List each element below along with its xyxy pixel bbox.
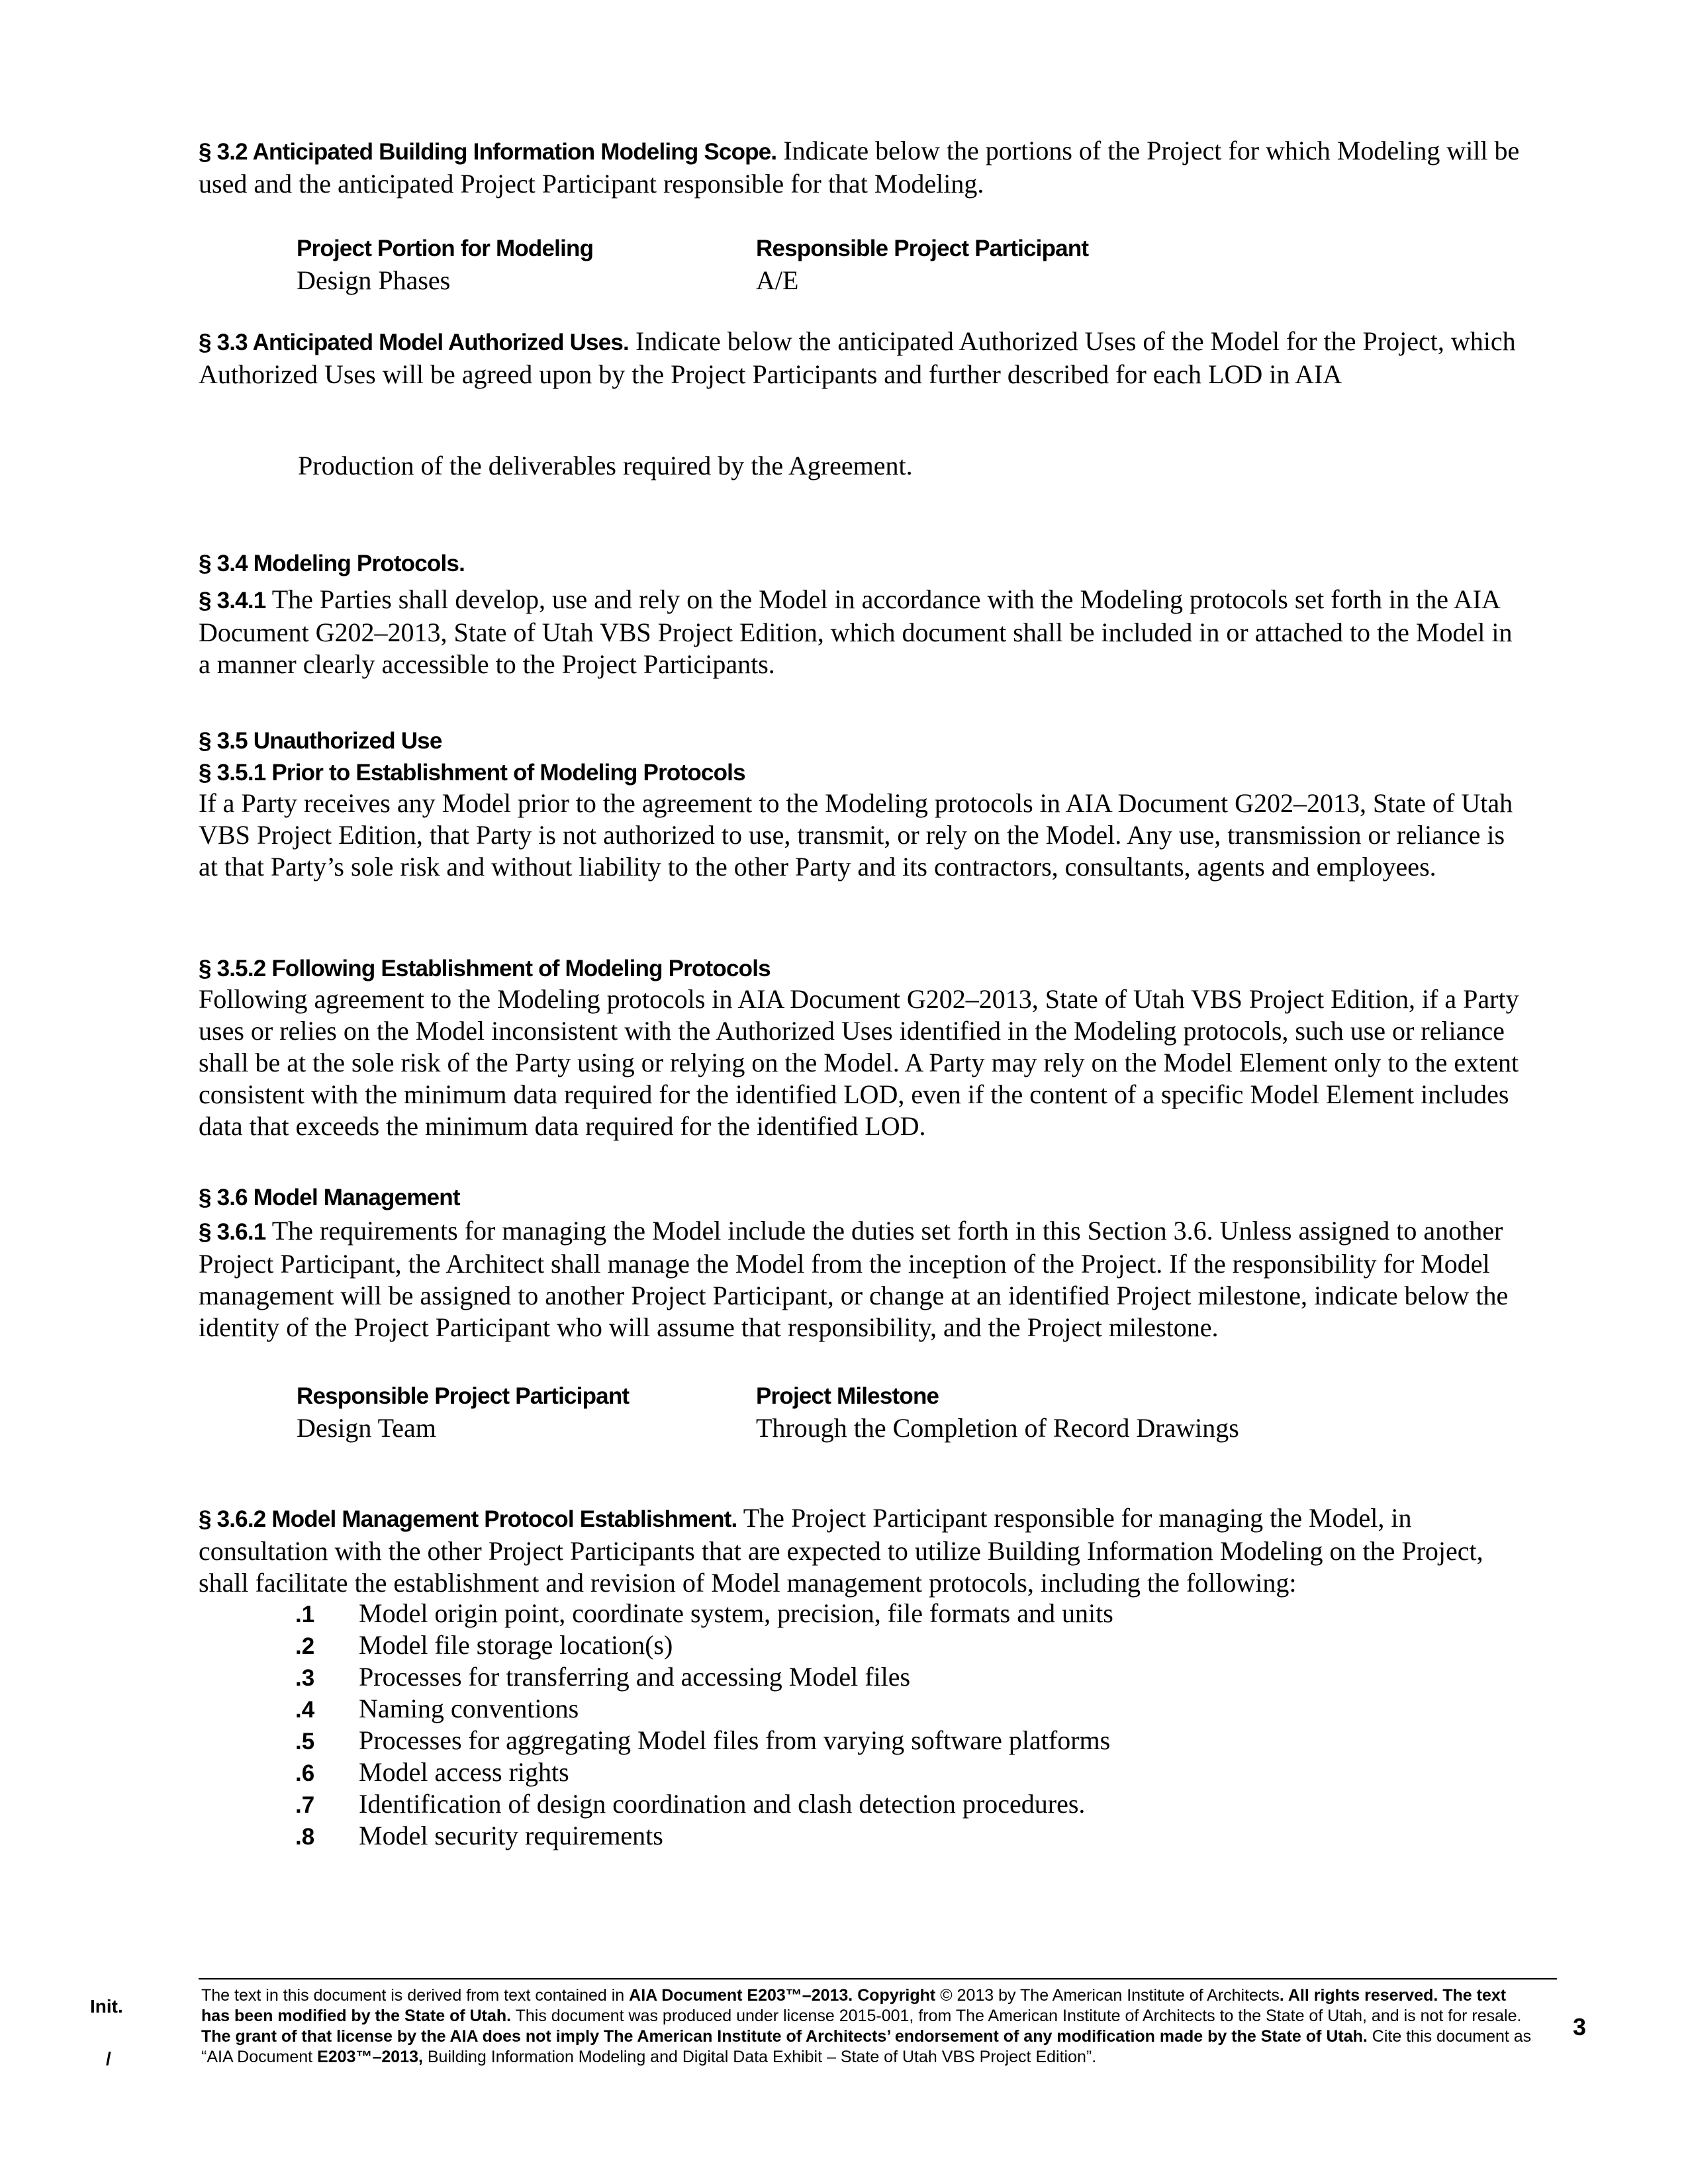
footer-divider bbox=[199, 1978, 1557, 1979]
column-header-milestone: Project Milestone bbox=[756, 1383, 939, 1409]
section-3-2 bbox=[199, 135, 1526, 200]
section-3-6-2-heading: § 3.6.2 Model Management Protocol Establishment. bbox=[199, 1506, 737, 1532]
section-3-6-1-label: § 3.6.1 bbox=[199, 1219, 266, 1245]
section-3-6-1 bbox=[199, 1215, 1526, 1343]
section-3-3-text: Indicate below the anticipated Authorized Uses of the Model for the Project, which Authorized Uses will be agreed upon by the Project Participants and further described for each LOD in AIA bbox=[199, 326, 1516, 389]
list-item bbox=[295, 1756, 1487, 1788]
list-item-text: Processes for aggregating Model files from varying software platforms bbox=[359, 1725, 1111, 1755]
section-3-5-1-heading: § 3.5.1 Prior to Establishment of Modeling Protocols bbox=[199, 760, 745, 786]
list-item-text: Model security requirements bbox=[359, 1821, 663, 1850]
section-3-6-1-text: The requirements for managing the Model include the duties set forth in this Section 3.6. Unless assigned to another Project Participant, the Architect shall manage the Model from the inception of the Project. If the responsibility for Model management will be assigned to another Project Participant, or change at an identified Project milestone, indicate below the identity of the Project Participant who will assume that responsibility, and the Project milestone. bbox=[199, 1216, 1509, 1342]
list-item-number: .3 bbox=[295, 1665, 315, 1691]
table-row bbox=[297, 1412, 1521, 1444]
section-3-5-1-text: If a Party receives any Model prior to the agreement to the Modeling protocols in AIA Document G202–2013, State of Utah VBS Project Edition, that Party is not authorized to use, transmit, or rely on the Model. Any use, transmission or reliance is at that Party’s sole risk and without liability to the other Party and its contractors, consultants, agents and employees. bbox=[199, 788, 1513, 882]
list-item-number: .4 bbox=[295, 1697, 315, 1723]
list-item bbox=[295, 1629, 1487, 1661]
section-3-4-1-text: The Parties shall develop, use and rely on the Model in accordance with the Modeling protocols set forth in the AIA Document G202–2013, State of Utah VBS Project Edition, which document shall be included in or attached to the Model in a manner clearly accessible to the Project Participants. bbox=[199, 584, 1513, 679]
list-item-number: .5 bbox=[295, 1729, 315, 1754]
list-item bbox=[295, 1693, 1487, 1725]
list-item-text: Identification of design coordination and clash detection procedures. bbox=[359, 1789, 1086, 1819]
modeling-scope-table bbox=[297, 233, 1521, 296]
footer-text-2: © 2013 by The American Institute of Architects bbox=[935, 1986, 1280, 2005]
section-3-2-text: Indicate below the portions of the Project for which Modeling will be used and the anticipated Project Participant responsible for that Modeling. bbox=[199, 136, 1520, 199]
footer-bold-4: E203™–2013, bbox=[317, 2048, 423, 2066]
list-item-text: Model access rights bbox=[359, 1757, 569, 1787]
section-3-2-heading: § 3.2 Anticipated Building Information Modeling Scope. bbox=[199, 139, 777, 165]
table-header-row bbox=[297, 1381, 1521, 1412]
list-item-number: .1 bbox=[295, 1602, 315, 1627]
initials-slash: / bbox=[106, 2048, 111, 2069]
page-number: 3 bbox=[1573, 2013, 1587, 2040]
list-item bbox=[295, 1598, 1487, 1629]
initials-label: Init. bbox=[90, 1996, 123, 2017]
section-3-4-1 bbox=[199, 584, 1526, 680]
table-header-row bbox=[297, 233, 1521, 265]
footer-copyright bbox=[201, 1985, 1538, 2068]
list-item-text: Model file storage location(s) bbox=[359, 1630, 673, 1660]
cell-participant: Design Team bbox=[297, 1413, 436, 1443]
section-3-3-heading: § 3.3 Anticipated Model Authorized Uses. bbox=[199, 330, 629, 355]
list-item-text: Naming conventions bbox=[359, 1694, 579, 1723]
list-item-number: .7 bbox=[295, 1792, 315, 1818]
cell-milestone: Through the Completion of Record Drawings bbox=[756, 1413, 1239, 1443]
footer-bold-2: . All rights reserved. The text has been modified by the State of Utah. bbox=[201, 1986, 1507, 2025]
footer-text-4: Cite this document as “AIA Document bbox=[201, 2027, 1532, 2066]
footer-text-5: Building Information Modeling and Digital Data Exhibit – State of Utah VBS Project Edition”. bbox=[422, 2048, 1097, 2066]
cell-portion: Design Phases bbox=[297, 265, 451, 295]
list-item-text: Model origin point, coordinate system, precision, file formats and units bbox=[359, 1598, 1113, 1628]
section-3-5-2-text: Following agreement to the Modeling protocols in AIA Document G202–2013, State of Utah VBS Project Edition, if a Party uses or relies on the Model inconsistent with the Authorized Uses identified in the Modeling protocols, such use or reliance shall be at the sole risk of the Party using or relying on the Model. A Party may rely on the Model Element only to the extent consistent with the minimum data required for the identified LOD, even if the content of a specific Model Element includes data that exceeds the minimum data required for the identified LOD. bbox=[199, 984, 1519, 1141]
section-3-4-heading: § 3.4 Modeling Protocols. bbox=[199, 551, 465, 576]
section-3-5-2-heading: § 3.5.2 Following Establishment of Modeling Protocols bbox=[199, 956, 771, 981]
footer-text-3: This document was produced under license 2015-001, from The American Institute of Architects to the State of Utah, and is not for resale. bbox=[511, 2007, 1522, 2025]
section-3-6-2 bbox=[199, 1502, 1526, 1599]
list-item-number: .6 bbox=[295, 1760, 315, 1786]
section-3-4-1-label: § 3.4.1 bbox=[199, 588, 266, 614]
section-3-6-2-text: The Project Participant responsible for managing the Model, in consultation with the other Project Participants that are expected to utilize Building Information Modeling on the Project, shall facilitate the establishment and revision of Model management protocols, including the following: bbox=[199, 1503, 1483, 1598]
footer-bold-1: AIA Document E203™–2013. Copyright bbox=[629, 1986, 936, 2005]
list-item-number: .2 bbox=[295, 1633, 315, 1659]
list-item bbox=[295, 1661, 1487, 1693]
section-3-5-heading: § 3.5 Unauthorized Use bbox=[199, 728, 442, 754]
column-header-participant: Responsible Project Participant bbox=[756, 236, 1089, 261]
section-3-6-heading: § 3.6 Model Management bbox=[199, 1185, 460, 1210]
section-3-3 bbox=[199, 326, 1526, 390]
table-row bbox=[297, 265, 1521, 296]
list-item bbox=[295, 1820, 1487, 1852]
list-item-number: .8 bbox=[295, 1824, 315, 1850]
list-item bbox=[295, 1788, 1487, 1820]
footer-bold-3: The grant of that license by the AIA does not imply The American Institute of Architects’ endorsement of any modification made by the State of Utah. bbox=[201, 2027, 1368, 2046]
protocol-list bbox=[295, 1598, 1487, 1852]
footer-text-1: The text in this document is derived from text contained in bbox=[201, 1986, 630, 2005]
model-management-table bbox=[297, 1381, 1521, 1444]
cell-participant: A/E bbox=[756, 265, 799, 295]
list-item-text: Processes for transferring and accessing Model files bbox=[359, 1662, 911, 1692]
list-item bbox=[295, 1725, 1487, 1756]
column-header-participant: Responsible Project Participant bbox=[297, 1383, 630, 1409]
column-header-portion: Project Portion for Modeling bbox=[297, 236, 594, 261]
authorized-use-entry: Production of the deliverables required by the Agreement. bbox=[298, 451, 913, 480]
